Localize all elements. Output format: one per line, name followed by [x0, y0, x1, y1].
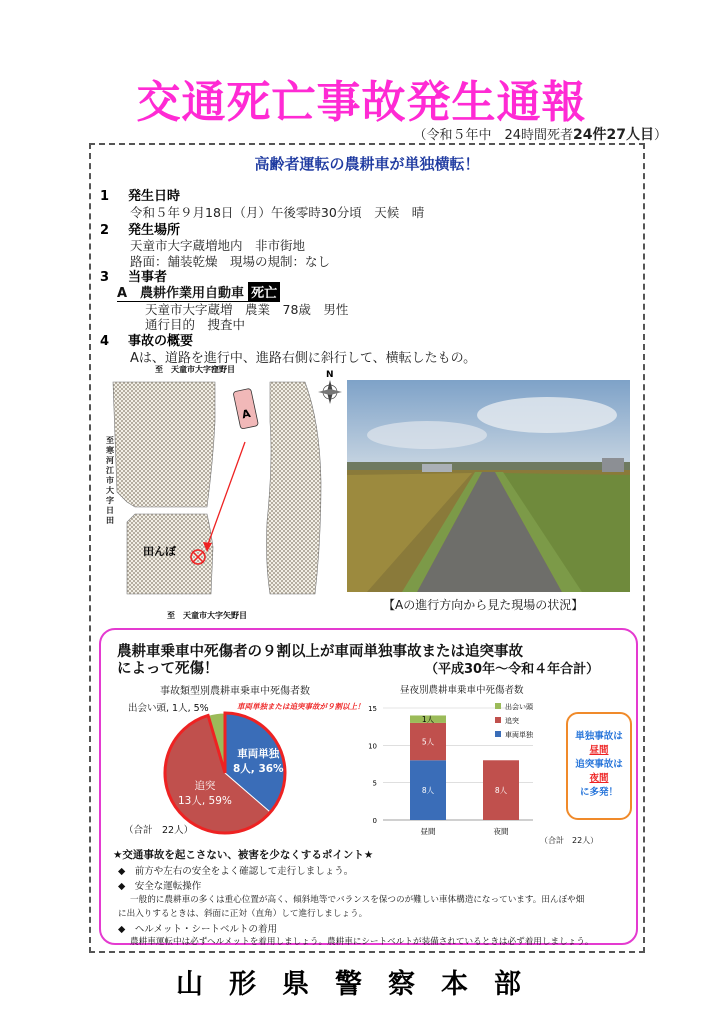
place-line1: 天童市大字蔵増地内 非市街地	[130, 238, 306, 253]
map-top-label: 至 天童市大字窪野目	[155, 365, 235, 374]
pie-label-single-name: 車両単独	[237, 748, 280, 760]
tip-2-heading: ◆ 安全な運転操作	[118, 881, 202, 892]
callout-line5: に多発！	[579, 787, 618, 798]
map-right-block	[266, 382, 321, 594]
tip-2-text-2: に出入りするときは、斜面に正対（直角）して進行しましょう。	[118, 909, 368, 919]
fatality-tally	[413, 124, 667, 144]
party-a-line2: 通行目的 捜査中	[145, 317, 246, 332]
section-heading-text: 事故の概要	[128, 334, 194, 349]
legend-swatch	[495, 731, 501, 737]
tally-prefix: （令和５年中 24時間死者	[413, 128, 574, 143]
bar-data-label: 8人	[421, 786, 435, 796]
north-label: N	[326, 370, 334, 380]
legend-label: 出会い頭	[505, 703, 533, 711]
bar-category-label: 夜間	[493, 827, 509, 836]
legend-swatch	[495, 703, 501, 709]
map-left-label: 至寒河江市大字日田	[106, 436, 114, 525]
fatal-badge: 死亡	[248, 282, 280, 301]
bar-legend	[495, 702, 534, 739]
section-number: 1	[100, 189, 110, 204]
field-label: 田んぼ	[143, 545, 176, 558]
section-number: 2	[100, 223, 110, 238]
section-heading-text: 発生場所	[128, 223, 181, 238]
bar-category-label: 昼間	[420, 827, 436, 836]
pie-title: 事故類型別農耕車乗車中死傷者数	[160, 686, 310, 697]
bar-data-label: 1人	[421, 715, 435, 725]
tally-suffix: ）	[653, 128, 667, 143]
datetime-text: 令和５年９月18日（月）午後零時30分頃 天候 晴	[130, 205, 425, 220]
tip-3-heading: ◆ ヘルメット・シートベルトの着用	[118, 924, 278, 935]
party-a-label	[117, 282, 280, 302]
tip-3-text: 農耕車運転中は必ずヘルメットを着用しましょう。農耕車にシートベルトが装備されているときは必ず着用しましょう。	[130, 937, 594, 947]
pie-label-single-value: 8人, 36%	[233, 763, 284, 775]
bar-data-label: 5人	[421, 737, 435, 747]
photo-caption: 【Aの進行方向から見た現場の状況】	[383, 598, 584, 612]
callout-box	[566, 712, 632, 820]
pie-note: 車両単独または追突事故が９割以上！	[237, 702, 365, 711]
party-a-text: A 農耕作業用自動車	[117, 286, 245, 301]
bar-y-tick: 0	[372, 817, 377, 825]
issuer: 山形県警察本部	[176, 969, 547, 1000]
pie-label-head-on: 出会い頭, 1人, 5%	[128, 703, 209, 714]
pie-label-single	[233, 747, 284, 777]
tally-count: 24件27人目	[573, 127, 654, 143]
headline: 高齢者運転の農耕車が単独横転！	[254, 155, 480, 173]
map-bottom-label: 至 天童市大字矢野目	[167, 611, 247, 620]
accident-map	[95, 362, 345, 622]
vehicle-a-label: A	[240, 407, 252, 422]
page-title: 交通死亡事故発生通報	[136, 77, 587, 128]
tip-1: ◆ 前方や左右の安全をよく確認して走行しましょう。	[118, 866, 354, 877]
callout-line3: 追突事故は	[575, 759, 623, 770]
place-line2: 路面：舗装乾燥 現場の規制：なし	[130, 254, 331, 269]
section-number: 4	[100, 334, 110, 349]
north-arrow-icon	[318, 370, 342, 404]
section-datetime-heading	[100, 185, 180, 204]
bar-data-label: 8人	[494, 786, 508, 796]
map-left-upper-block	[113, 382, 215, 507]
legend-label: 車両単独	[505, 731, 533, 739]
stats-headline-1: 農耕車乗車中死傷者の９割以上が車両単独事故または追突事故	[117, 644, 523, 660]
party-a-line1: 天童市大字蔵増 農業 78歳 男性	[145, 302, 349, 317]
legend-swatch	[495, 717, 501, 723]
scene-photo-illustration	[347, 380, 630, 592]
callout-line4: 夜間	[589, 773, 609, 784]
vehicle-a-marker	[233, 388, 259, 429]
pie-total: （合計 22人）	[124, 825, 194, 836]
bar-title: 昼夜別農耕車乗車中死傷者数	[400, 685, 524, 696]
section-heading-text: 当事者	[128, 270, 168, 285]
bar-y-tick: 15	[368, 705, 377, 713]
section-number: 3	[100, 270, 110, 285]
tips-title: ★交通事故を起こさない、被害を少なくするポイント★	[113, 849, 374, 861]
callout-line1: 単独事故は	[575, 731, 623, 742]
bar-y-tick: 5	[372, 779, 377, 788]
bar-total: （合計 22人）	[540, 836, 599, 845]
legend-label: 追突	[505, 717, 519, 725]
pie-label-rear-name: 追突	[194, 780, 216, 792]
stats-headline-2: によって死傷！	[117, 661, 219, 677]
section-heading-text: 発生日時	[128, 189, 181, 204]
summary-text: Aは、道路を進行中、進路右側に斜行して、横転したもの。	[130, 351, 477, 366]
bar-y-tick: 10	[368, 742, 377, 751]
tip-2-text-1: 一般的に農耕車の多くは重心位置が高く、傾斜地等でバランスを保つのが難しい車体構造になっています。田んぼや畑	[130, 895, 585, 905]
scene-photo	[347, 380, 630, 592]
bar-bars	[410, 714, 519, 836]
pie-label-rear	[178, 779, 232, 809]
callout-line2: 昼間	[589, 745, 609, 756]
bar-chart	[355, 695, 570, 845]
pie-label-rear-value: 13人, 59%	[178, 795, 232, 807]
stats-period: （平成30年～令和４年合計）	[425, 662, 600, 677]
